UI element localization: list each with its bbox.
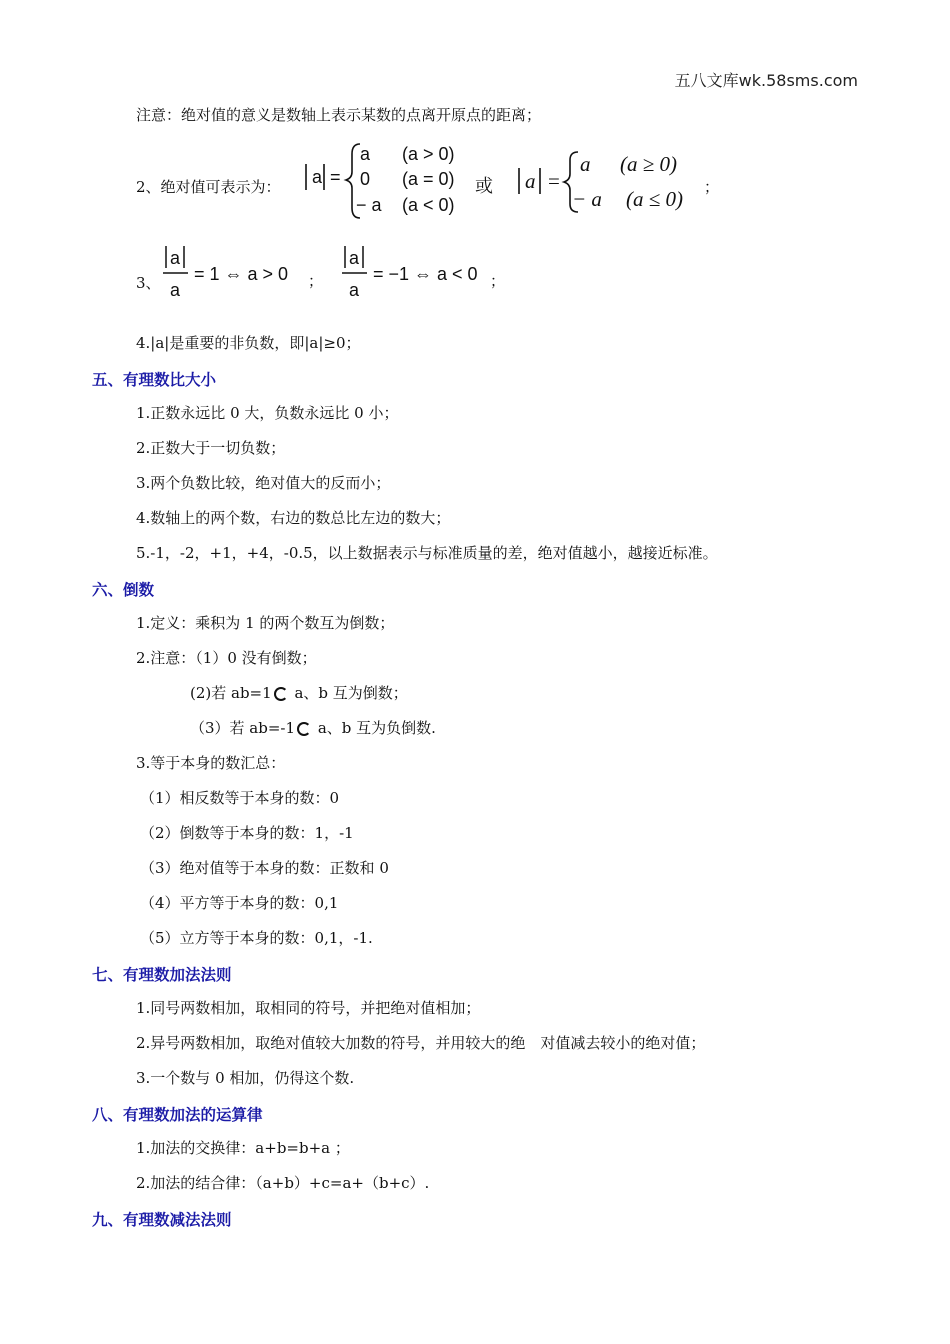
implies-icon [297, 722, 311, 736]
item2-end: ； [704, 180, 720, 196]
list-item: （4）平方等于本身的数：0,1 [140, 894, 339, 912]
list-item: 2.异号两数相加，取绝对值较大加数的符号，并用较大的绝 对值减去较小的绝对值； [136, 1034, 706, 1052]
f2-lhs: a [525, 169, 536, 193]
item3-prefix: 3、 [136, 274, 161, 292]
list-item: 3.两个负数比较，绝对值大的反而小； [136, 474, 391, 492]
section-title: 九、有理数减法法则 [92, 1211, 232, 1229]
svg-text:=: = [548, 169, 560, 193]
f2-row1-val: a [580, 152, 591, 176]
section-title: 六、倒数 [92, 581, 155, 599]
item3-end: ； [490, 272, 506, 290]
f1-row3-cond: (a < 0) [402, 195, 455, 215]
list-item: 5.-1，-2，+1，+4，-0.5，以上数据表示与标准质量的差，绝对值越小，越接近标准。 [136, 544, 718, 562]
svg-text:=: = [330, 167, 341, 187]
list-item: 3.一个数与 0 相加，仍得这个数. [136, 1069, 355, 1087]
f1-row1-cond: (a > 0) [402, 144, 455, 164]
f1-row2-val: 0 [360, 169, 371, 189]
list-item: 2.加法的结合律：（a+b）+c=a+（b+c）. [136, 1174, 430, 1192]
item2-prefix: 2、绝对值可表示为： [136, 178, 281, 196]
list-item: 1.同号两数相加，取相同的符号，并把绝对值相加； [136, 999, 481, 1017]
f1-row3-val: − a [356, 195, 382, 215]
section-title: 五、有理数比大小 [92, 371, 217, 389]
f3a-den: a [170, 280, 181, 300]
section-title: 八、有理数加法的运算律 [92, 1106, 263, 1124]
note-line: 注意：绝对值的意义是数轴上表示某数的点离开原点的距离； [136, 106, 542, 124]
list-item: 1.定义：乘积为 1 的两个数互为倒数； [136, 614, 395, 632]
abs-fraction-formulas [160, 240, 520, 304]
f1-row1-val: a [360, 144, 371, 164]
watermark: 五八文库wk.58sms.com [674, 71, 858, 90]
list-item: 1.加法的交换律：a+b=b+a ； [136, 1139, 350, 1157]
f3a-rest: = 1 ⇔ a > 0 [194, 264, 289, 284]
f3a-num: a [170, 248, 181, 268]
f1-row2-cond: (a = 0) [402, 169, 455, 189]
f3b-rest: = −1 ⇔ a < 0 [373, 264, 478, 284]
or-text: 或 [475, 176, 493, 197]
f1-lhs: a [312, 167, 323, 187]
list-item: （3）绝对值等于本身的数：正数和 0 [140, 859, 389, 877]
f2-row2-cond: (a ≤ 0) [626, 187, 684, 211]
list-item: （2）倒数等于本身的数：1，-1 [140, 824, 354, 842]
list-item: (2)若 ab=1 a、b 互为倒数； [190, 684, 408, 702]
list-item: （1）相反数等于本身的数：0 [140, 789, 340, 807]
f3b-num: a [349, 248, 360, 268]
item3-sep: ； [308, 272, 324, 290]
list-item: 2.正数大于一切负数； [136, 439, 286, 457]
f3b-den: a [349, 280, 360, 300]
list-item: 3.等于本身的数汇总： [136, 754, 286, 772]
list-item: 1.正数永远比 0 大，负数永远比 0 小； [136, 404, 399, 422]
absolute-value-piecewise-formula [300, 138, 720, 222]
f2-row2-val: − a [572, 187, 602, 211]
list-item: （5）立方等于本身的数：0,1，-1. [140, 929, 373, 947]
list-item: 4.数轴上的两个数，右边的数总比左边的数大； [136, 509, 451, 527]
list-item: （3）若 ab=-1 a、b 互为负倒数. [190, 719, 436, 737]
list-item: 2.注意：（1）0 没有倒数； [136, 649, 317, 667]
section-title: 七、有理数加法法则 [92, 966, 232, 984]
implies-icon [274, 687, 288, 701]
f2-row1-cond: (a ≥ 0) [620, 152, 678, 176]
item4-line: 4.|a|是重要的非负数，即|a|≥0； [136, 334, 361, 352]
